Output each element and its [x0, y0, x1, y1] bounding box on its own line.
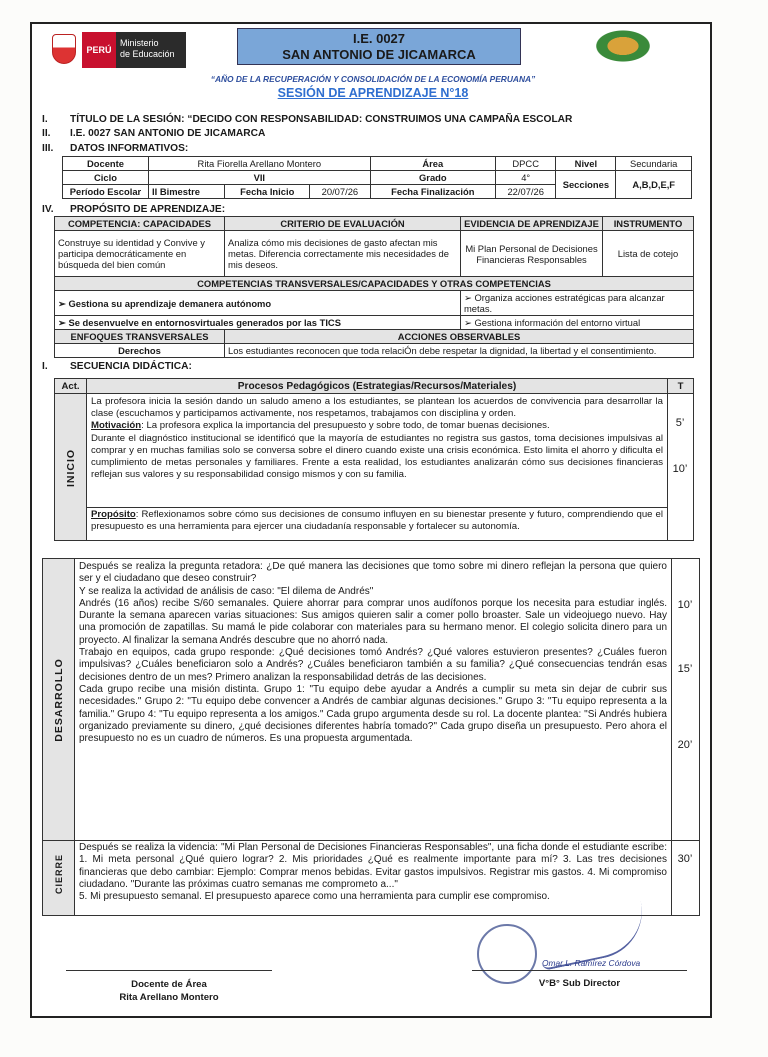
official-stamp	[477, 924, 537, 984]
periodo-label: Período Escolar	[63, 185, 149, 199]
secciones-label: Secciones	[556, 171, 616, 199]
school-line1: I.E. 0027	[352, 31, 406, 46]
info-table	[62, 156, 692, 199]
docente-label: Docente	[63, 157, 149, 171]
motivacion-label: Motivación	[91, 420, 142, 432]
datos-heading: DATOS INFORMATIVOS:	[70, 143, 189, 154]
purpose-h2: CRITERIO DE EVALUACIÓN	[225, 217, 461, 231]
inicio-paragraph-3: Durante el diagnóstico institucional se identificó que la mayoría de estudiantes no registra sus gastos, toma decisiones impulsivas al comprar y en muchas familias solo se conversa sobre el dinero cuando existe una crisis económica. Esto limita el ahorro y dificulta el cumplimiento de metas personales y familiares. Frente a esta realidad, los estudiantes analizarán cómo sus decisiones financieras reflejan sus valores y su responsabilidad consigo mismos y con su familia.	[91, 432, 663, 481]
transversal-header: COMPETENCIAS TRANSVERSALES/CAPACIDADES Y OTRAS COMPETENCIAS	[55, 277, 694, 291]
transversal-2: ➢ Organiza acciones estratégicas para alcanzar metas.	[461, 291, 694, 316]
inicio-block	[54, 378, 694, 541]
grado-label: Grado	[370, 171, 495, 185]
desarrollo-paragraph-4: Trabajo en equipos, cada grupo responde: ¿Qué decisiones tomó Andrés? ¿Qué valores estuvieron presentes? ¿Cuáles fueron impulsivas? ¿Cuáles beneficiaron solo a Andrés? ¿Cuáles beneficiaron también a su familia? ¿Qué consecuencias tendrán esas decisiones dentro de un mes? Primero analizan la responsabilidad detrás de las decisiones.	[79, 647, 667, 683]
transversal-4: ➢ Gestiona información del entorno virtual	[461, 316, 694, 330]
secuencia-heading: SECUENCIA DIDÁCTICA:	[70, 361, 192, 372]
proposito-text: : Reflexionamos sobre cómo sus decisiones de consumo influyen en su bienestar presente y futuro, comprendiendo que el presupuesto es una herramienta para ejercer una ciudadanía responsable y fortalecer su autonomía.	[91, 509, 663, 533]
competencia-cell: Construye su identidad y Convive y participa democráticamente en búsqueda del bien común	[55, 231, 225, 277]
session-title: SESIÓN DE APRENDIZAJE N°18	[277, 86, 469, 100]
minedu-logo	[82, 32, 186, 68]
procesos-header: Procesos Pedagógicos (Estrategias/Recursos/Materiales)	[87, 379, 667, 394]
time-inicio-2: 10’	[672, 463, 688, 475]
session-topic: TÍTULO DE LA SESIÓN: “DECIDO CON RESPONSABILIDAD: CONSTRUIMOS UNA CAMPAÑA ESCOLAR	[70, 114, 573, 125]
school-name-box	[237, 28, 521, 65]
ciclo-label: Ciclo	[63, 171, 149, 185]
area-label: Área	[370, 157, 495, 171]
docente-signature-line	[66, 970, 272, 971]
purpose-table	[54, 216, 694, 358]
time-cierre: 30’	[677, 853, 693, 865]
act-header: Act.	[55, 379, 87, 394]
docente-signature-name: Rita Arellano Montero	[119, 992, 219, 1003]
criterio-cell: Analiza cómo mis decisiones de gasto afectan mis metas. Diferencia correctamente mis necesidades de mis deseos.	[225, 231, 461, 277]
school-heading: I.E. 0027 SAN ANTONIO DE JICAMARCA	[70, 128, 266, 139]
purpose-h1: COMPETENCIA: CAPACIDADES	[55, 217, 225, 231]
school-crest	[592, 28, 654, 64]
stamp-name: Omar L. Ramírez Córdova	[542, 958, 641, 968]
time-inicio-1: 5’	[675, 417, 685, 429]
time-desarrollo-3: 20’	[677, 739, 693, 751]
motivacion-text: : La profesora explica la importancia del presupuesto y sobre todo, de tomar buenas decisiones.	[141, 420, 550, 432]
t-header: T	[667, 379, 693, 394]
cierre-paragraph-1: Después se realiza la videncia: "Mi Plan Personal de Decisiones Financieras Responsables", una ficha donde el estudiante escribe: 1. Mi meta personal ¿Qué quiero lograr? 2. Mis prioridades ¿Qué es realmente importante para mí? 3. Las tres decisiones financieras que debo cambiar: Ejemplo: Comprar menos bebidas. Evitar gastos impulsivos. Registrar mis gastos. 4. Mi compromiso ciudadano. "Durante las próximas cuatro semanas me comprometo a..."	[79, 842, 667, 890]
enfoques-label: ENFOQUES TRANSVERSALES	[55, 330, 225, 344]
director-signature-role: V°B° Sub Director	[538, 978, 621, 989]
minedu-peru-box: PERÚ	[82, 32, 116, 68]
desarrollo-paragraph-2: Y se realiza la actividad de análisis de caso: "El dilema de Andrés"	[79, 585, 374, 597]
area-value: DPCC	[496, 157, 556, 171]
purpose-h3: EVIDENCIA DE APRENDIZAJE	[461, 217, 603, 231]
purpose-h4: INSTRUMENTO	[603, 217, 694, 231]
cierre-label: CIERRE	[54, 854, 64, 895]
inicio-label: INICIO	[65, 448, 77, 488]
peru-coat-of-arms	[52, 34, 76, 64]
transversal-3: ➢ Se desenvuelve en entornosvirtuales generados por las TICS	[55, 316, 461, 330]
minedu-line2: de Educación	[120, 49, 175, 59]
secciones-value: A,B,D,E,F	[616, 171, 692, 199]
fecha-fin-label: Fecha Finalización	[370, 185, 495, 199]
fecha-inicio-label: Fecha Inicio	[225, 185, 310, 199]
director-signature-line	[472, 970, 687, 971]
year-motto: “AÑO DE LA RECUPERACIÓN Y CONSOLIDACIÓN DE LA ECONOMÍA PERUANA”	[210, 74, 536, 84]
periodo-value: II Bimestre	[149, 185, 225, 199]
acciones-label: ACCIONES OBSERVABLES	[225, 330, 694, 344]
proposito-label: Propósito	[91, 509, 136, 520]
nivel-label: Nivel	[556, 157, 616, 171]
desarrollo-label: DESARROLLO	[53, 658, 65, 742]
inicio-paragraph-1: La profesora inicia la sesión dando un saludo ameno a los estudiantes, se plantean los acuerdos de convivencia para desarrollar la clase (escuchamos y participamos activamente, nos respetamos, trabajamos con disciplina y orden.	[91, 396, 663, 420]
proposito-heading: PROPÓSITO DE APRENDIZAJE:	[70, 204, 226, 215]
school-line2: SAN ANTONIO DE JICAMARCA	[282, 47, 476, 62]
minedu-line1: Ministerio	[120, 38, 159, 48]
docente-value: Rita Fiorella Arellano Montero	[149, 157, 371, 171]
s5-num: I.	[42, 361, 48, 372]
instrumento-cell: Lista de cotejo	[603, 231, 694, 277]
desarrollo-cierre-block	[42, 558, 700, 916]
s2-num: II.	[42, 128, 51, 139]
desarrollo-paragraph-1: Después se realiza la pregunta retadora: ¿De qué manera las decisiones que tomo sobre mi dinero reflejan la persona que quiero ser y el ciudadano que deseo construir?	[79, 561, 667, 585]
fecha-fin-value: 22/07/26	[496, 185, 556, 199]
evidencia-cell: Mi Plan Personal de Decisiones Financieras Responsables	[461, 231, 603, 277]
s1-num: I.	[42, 114, 48, 125]
transversal-1: ➢ Gestiona su aprendizaje demanera autónomo	[55, 291, 461, 316]
s3-num: III.	[42, 143, 54, 154]
cierre-paragraph-2: 5. Mi presupuesto semanal. El presupuesto aparece como una herramienta para cumplir ese compromiso.	[79, 891, 550, 903]
session-page	[30, 22, 712, 1018]
ciclo-value: VII	[149, 171, 371, 185]
fecha-inicio-value: 20/07/26	[310, 185, 370, 199]
grado-value: 4°	[496, 171, 556, 185]
desarrollo-paragraph-3: Andrés (16 años) recibe S/60 semanales. Quiere ahorrar para comprar unos audífonos porque los necesita para estudiar inglés. Durante la semana aparecen varias situaciones: Sus amigos quieren salir a comer pollo broaster. Sale un videojuego nuevo. Hay una promoción de zapatillas. Su mamá le pide colaborar con materiales para su hermano menor. El colegio solicita dinero para un proyecto. Al finalizar la semana Andrés descubre que no ahorró nada.	[79, 597, 667, 646]
desarrollo-paragraph-5: Cada grupo recibe una misión distinta. Grupo 1: "Tu equipo debe ayudar a Andrés a cumplir su meta sin dejar de cubrir sus necesidades." Grupo 2: "Tu equipo debe convencer a Andrés de cambiar algunas decisiones." Grupo 3: "Tu equipo representa a la familia." Grupo 4: "Tu equipo representa a los amigos." Cada grupo argumenta desde su rol. La docente plantea: "Si Andrés hubiera organizado previamente su dinero, ¿qué decisiones diferentes habría tomado?" Cada grupo diseña un presupuesto. Pero ahora el presupuesto no es un cuadro de números. Es una propuesta argumentada.	[79, 683, 667, 745]
time-desarrollo-1: 10’	[677, 599, 693, 611]
time-desarrollo-2: 15’	[677, 663, 693, 675]
nivel-value: Secundaria	[616, 157, 692, 171]
docente-signature-role: Docente de Área	[131, 979, 207, 990]
derechos-label: Derechos	[55, 344, 225, 358]
s4-num: IV.	[42, 204, 54, 215]
derechos-text: Los estudiantes reconocen que toda relaciÓn debe respetar la dignidad, la libertad y el consentimiento.	[225, 344, 694, 358]
